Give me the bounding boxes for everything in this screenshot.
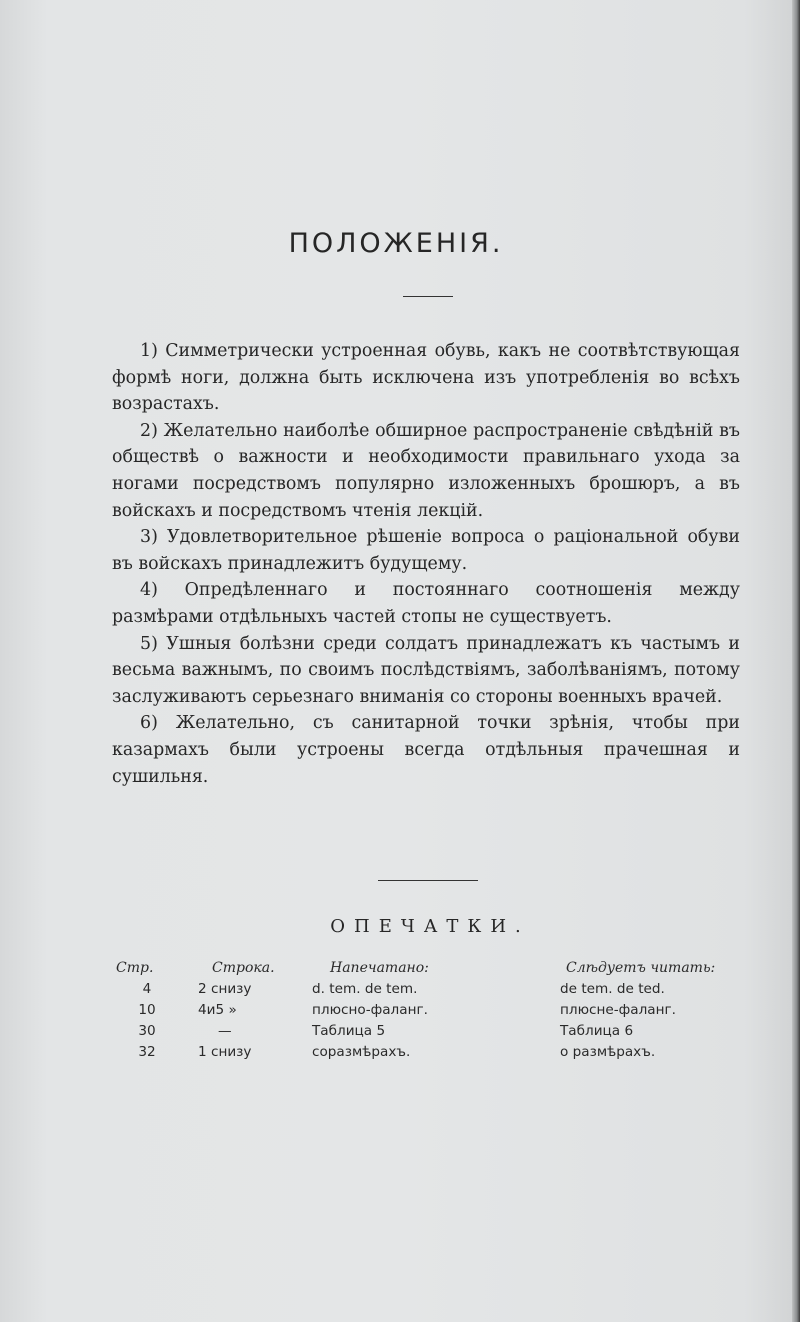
errata-row: [112, 1002, 752, 1023]
section-divider: [378, 880, 478, 881]
errata-printed: Таблица 5: [312, 1023, 386, 1039]
errata-page: 10: [138, 1002, 156, 1018]
thesis-6: 6) Желательно, съ санитарной точки зрѣнія, чтобы при казармахъ были устроены всегда отдѣльныя прачешная и сушильня.: [112, 713, 740, 787]
theses-body: [112, 338, 740, 790]
thesis-3: 3) Удовлетворительное рѣшеніе вопроса о раціональной обуви въ войскахъ принадлежитъ будущему.: [112, 527, 740, 574]
errata-title: ОПЕЧАТКИ.: [330, 916, 530, 937]
title-divider: [403, 296, 453, 297]
errata-header-row: [112, 960, 752, 981]
errata-line: 1 снизу: [198, 1044, 252, 1060]
errata-correct: Таблица 6: [560, 1023, 634, 1039]
errata-correct: о размѣрахъ.: [560, 1044, 656, 1060]
errata-printed: плюсно-фаланг.: [312, 1002, 428, 1018]
thesis-5: 5) Ушныя болѣзни среди солдатъ принадлежатъ къ частымъ и весьма важнымъ, по своимъ послѣдствіямъ, заболѣваніямъ, потому заслуживаютъ серьезнаго вниманія со стороны военныхъ врачей.: [112, 633, 740, 707]
errata-line: 4и5 »: [198, 1002, 237, 1018]
header-printed: Напечатано:: [330, 960, 429, 976]
errata-printed: соразмѣрахъ.: [312, 1044, 411, 1060]
errata-page: 30: [138, 1023, 156, 1039]
thesis-2: 2) Желательно наиболѣе обширное распространеніе свѣдѣній въ обществѣ о важности и необходимости правильнаго ухода за ногами посредствомъ популярно изложенныхъ брошюръ, а въ войскахъ и посредствомъ чтенія лекцій.: [112, 420, 740, 521]
errata-line: 2 снизу: [198, 981, 252, 997]
thesis-1: 1) Симметрически устроенная обувь, какъ не соотвѣтствующая формѣ ноги, должна быть исключена изъ употребленія во всѣхъ возрастахъ.: [112, 341, 740, 415]
errata-row: [112, 1044, 752, 1065]
header-page: Стр.: [116, 960, 154, 976]
errata-correct: de tem. de ted.: [560, 981, 665, 997]
thesis-4: 4) Опредѣленнаго и постояннаго соотношенія между размѣрами отдѣльныхъ частей стопы не существуетъ.: [112, 580, 740, 627]
errata-page: 4: [142, 981, 152, 997]
errata-line: —: [218, 1023, 232, 1039]
header-correct: Слѣдуетъ читать:: [566, 960, 716, 976]
page-edge-shadow: [792, 0, 800, 1322]
header-line: Строка.: [212, 960, 275, 976]
errata-page: 32: [138, 1044, 156, 1060]
page-title: ПОЛОЖЕНІЯ.: [288, 228, 504, 259]
errata-row: [112, 981, 752, 1002]
errata-table: [112, 960, 752, 1065]
errata-row: [112, 1023, 752, 1044]
errata-correct: плюсне-фаланг.: [560, 1002, 676, 1018]
errata-printed: d. tem. de tem.: [312, 981, 418, 997]
